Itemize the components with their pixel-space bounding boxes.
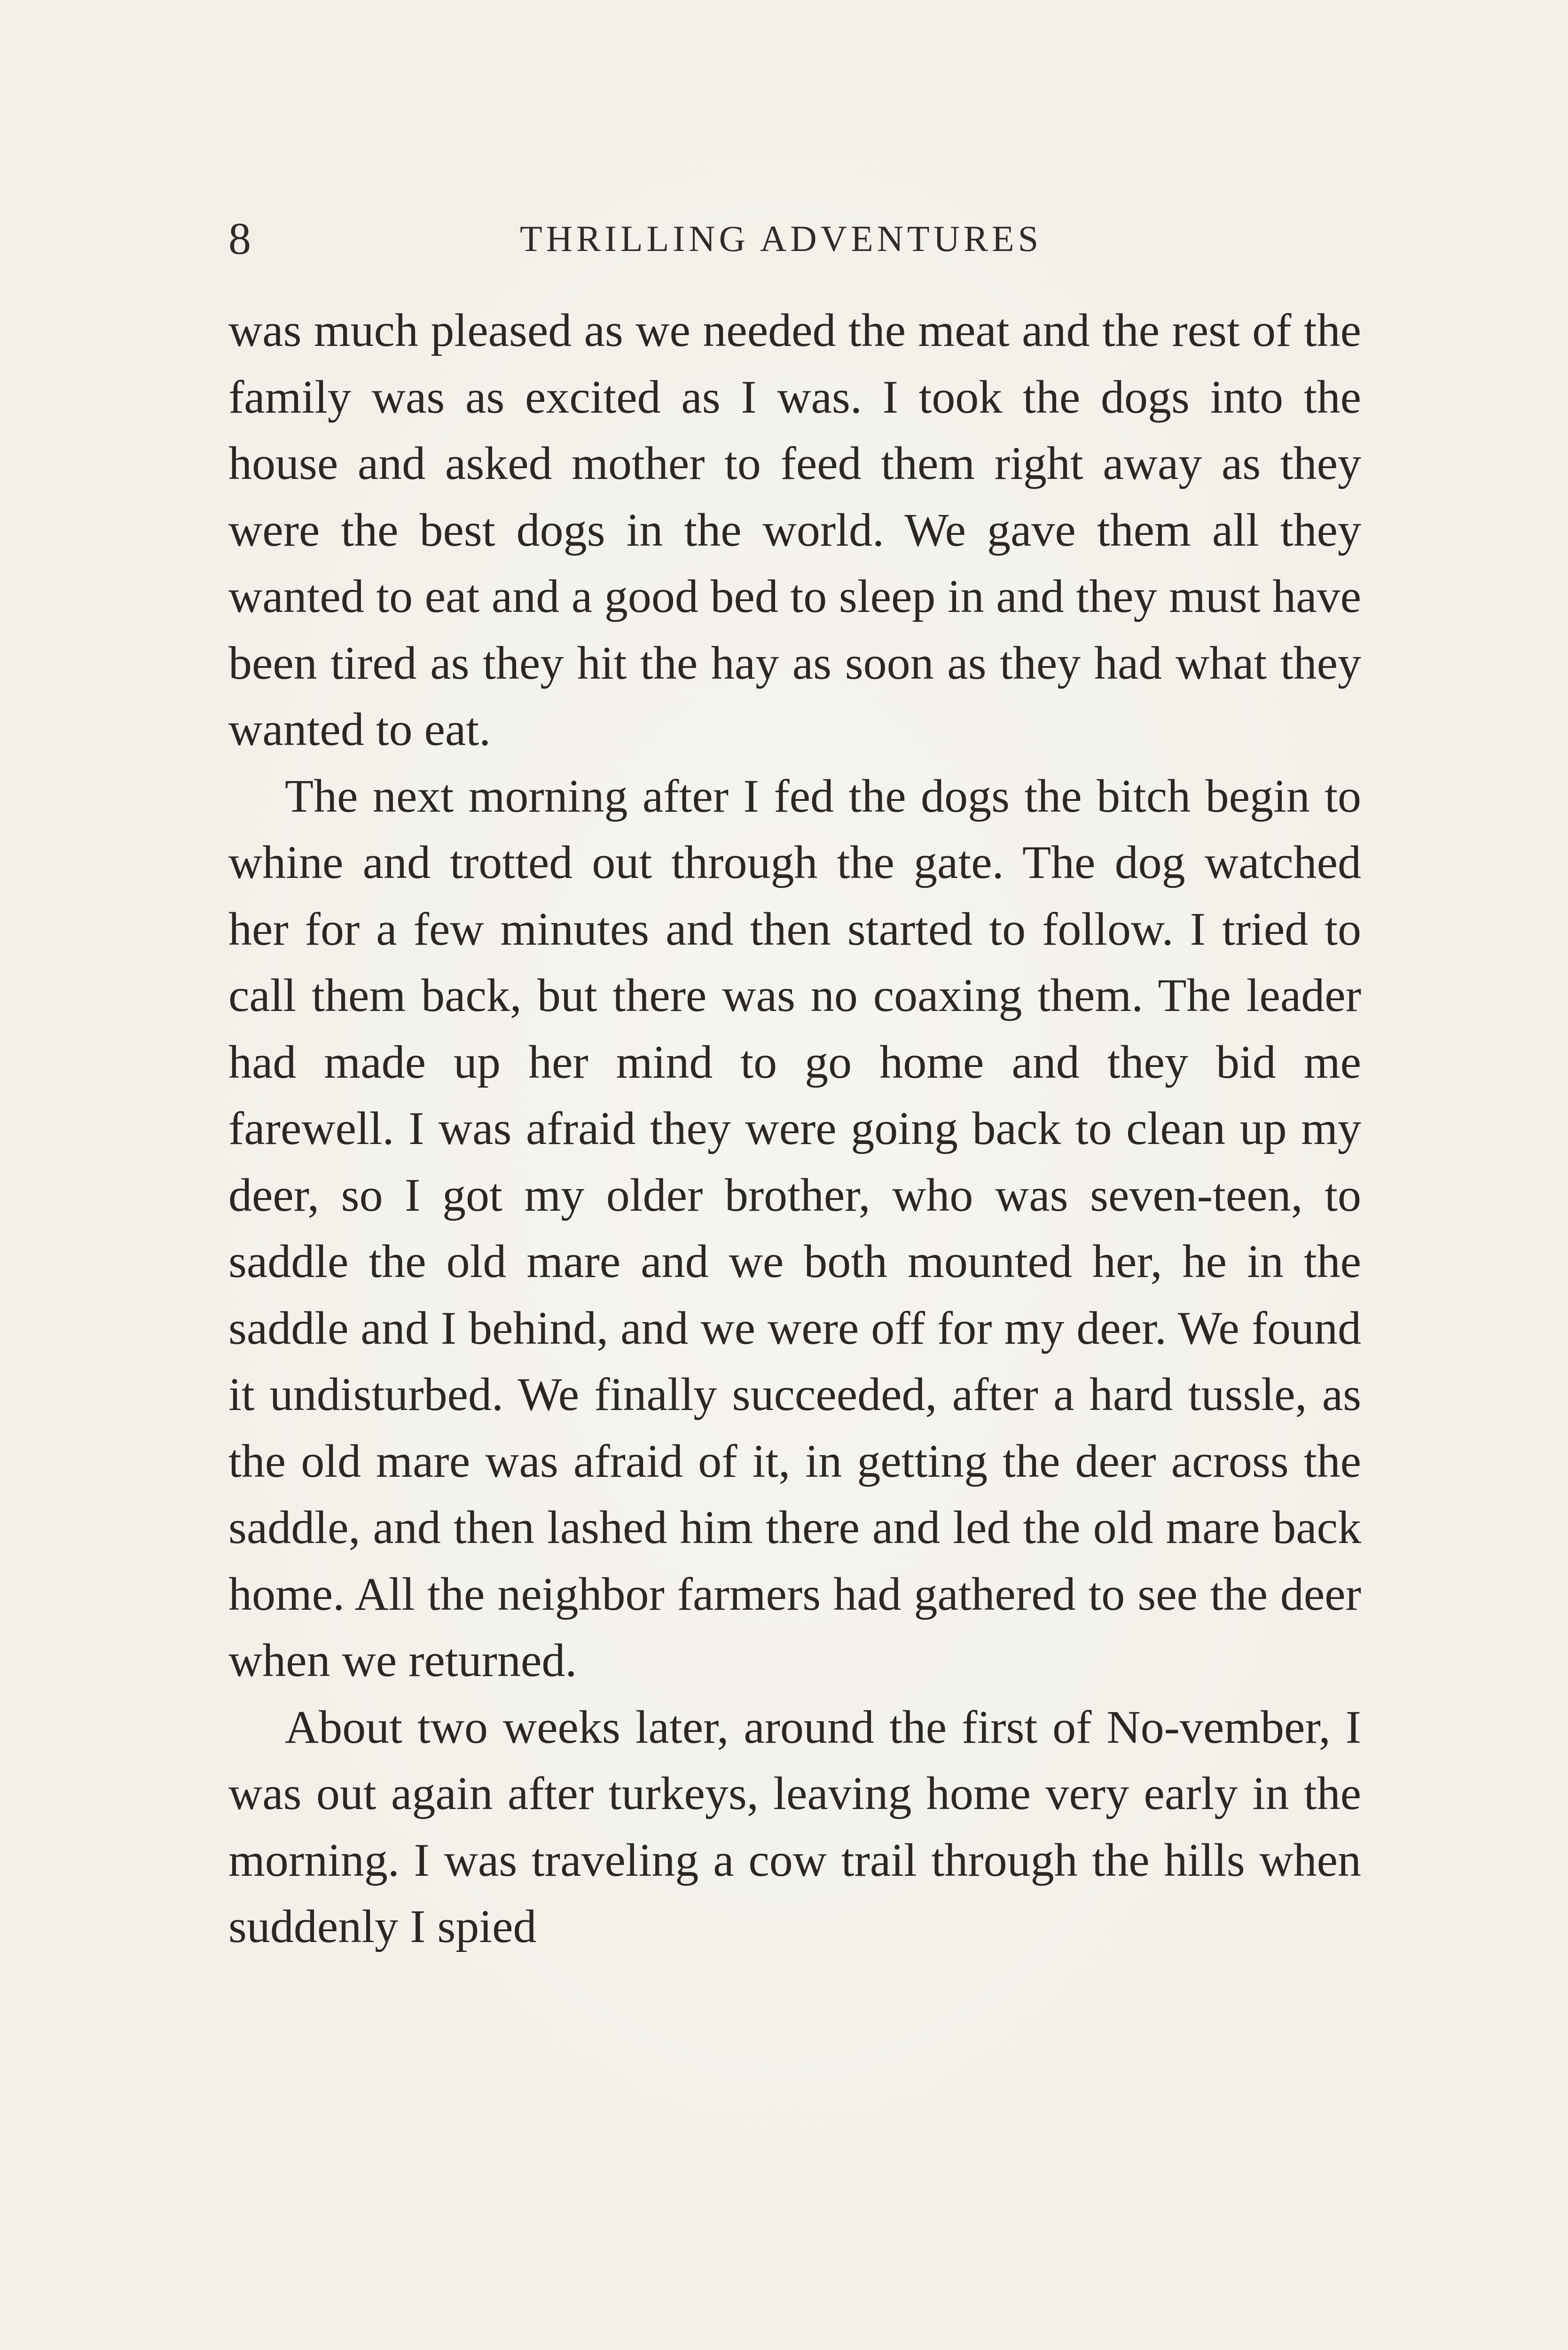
body-text bbox=[228, 297, 1361, 1960]
running-head: THRILLING ADVENTURES bbox=[520, 218, 1043, 259]
paragraph: The next morning after I fed the dogs the bitch begin to whine and trotted out through the gate. The dog watched her for a few minutes and then started to follow. I tried to call them back, but there was no coaxing them. The leader had made up her mind to go home and they bid me farewell. I was afraid they were going back to clean up my deer, so I got my older brother, who was seven-teen, to saddle the old mare and we both mounted her, he in the saddle and I behind, and we were off for my deer. We found it undisturbed. We finally succeeded, after a hard tussle, as the old mare was afraid of it, in getting the deer across the saddle, and then lashed him there and led the old mare back home. All the neighbor farmers had gathered to see the deer when we returned. bbox=[228, 769, 1361, 1686]
page-header bbox=[228, 211, 1361, 267]
paragraph: was much pleased as we needed the meat and the rest of the family was as excited as I was. I took the dogs into the house and asked mother to feed them right away as they were the best dogs in the world. We gave them all they wanted to eat and a good bed to sleep in and they must have been tired as they hit the hay as soon as they had what they wanted to eat. bbox=[228, 304, 1361, 755]
paragraph: About two weeks later, around the first of No-vember, I was out again after turkeys, leaving home very early in the morning. I was traveling a cow trail through the hills when suddenly I spied bbox=[228, 1700, 1361, 1952]
page-number: 8 bbox=[228, 213, 251, 264]
